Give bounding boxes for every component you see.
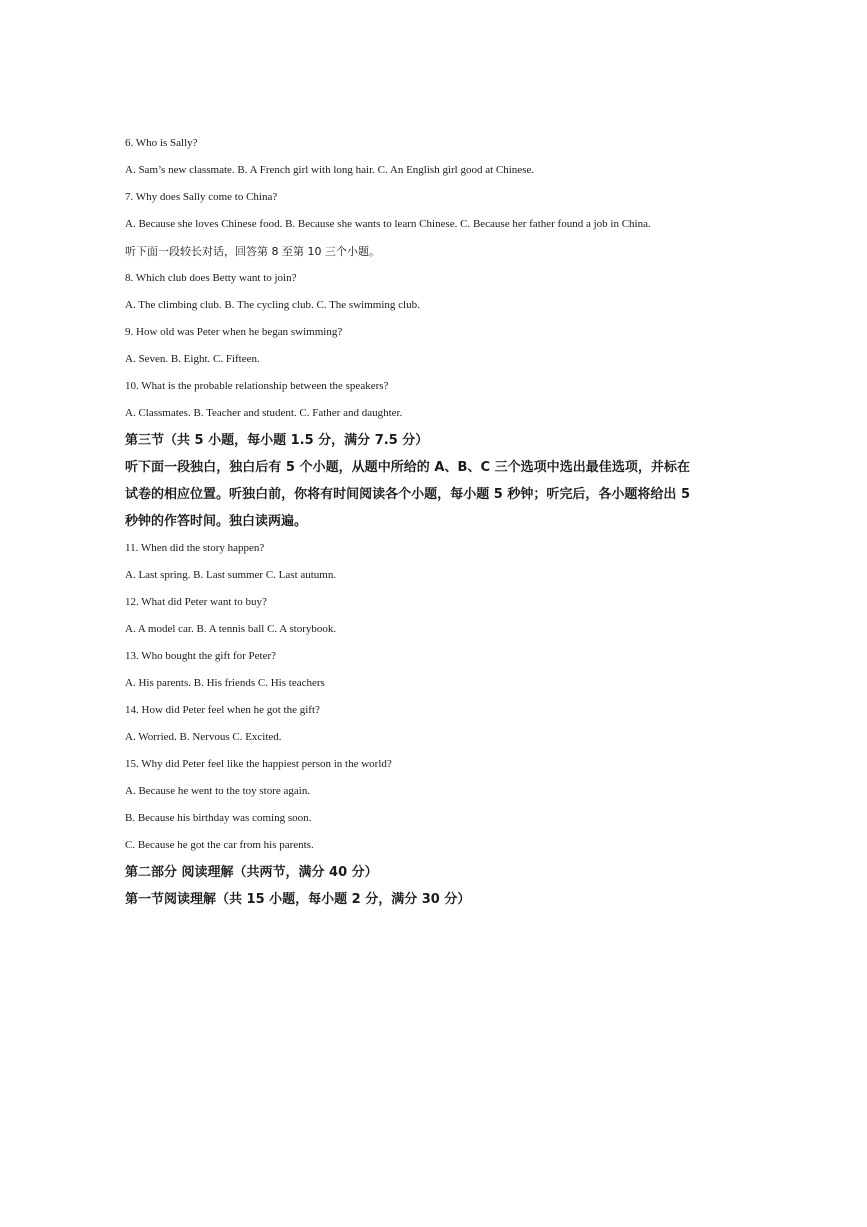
question-12: 12. What did Peter want to buy? [125, 596, 267, 608]
question-8-options: A. The climbing club. B. The cycling club. C. The swimming club. [125, 299, 420, 311]
question-10: 10. What is the probable relationship between the speakers? [125, 380, 389, 392]
question-11: 11. When did the story happen? [125, 542, 265, 554]
question-8: 8. Which club does Betty want to join? [125, 272, 297, 284]
question-14-options: A. Worried. B. Nervous C. Excited. [125, 731, 282, 743]
part-2-section-1-heading: 第一节阅读理解（共 15 小题，每小题 2 分，满分 30 分） [125, 892, 471, 907]
question-11-options: A. Last spring. B. Last summer C. Last autumn. [125, 569, 337, 581]
question-15: 15. Why did Peter feel like the happiest person in the world? [125, 758, 392, 770]
question-13: 13. Who bought the gift for Peter? [125, 650, 277, 662]
question-10-options: A. Classmates. B. Teacher and student. C. Father and daughter. [125, 407, 403, 419]
question-7: 7. Why does Sally come to China? [125, 191, 278, 203]
question-7-options: A. Because she loves Chinese food. B. Because she wants to learn Chinese. C. Because her father found a job in China. [125, 218, 651, 230]
question-9: 9. How old was Peter when he began swimming? [125, 326, 343, 338]
section-3-heading: 第三节（共 5 小题，每小题 1.5 分，满分 7.5 分） [125, 433, 429, 448]
long-dialogue-instruction: 听下面一段较长对话，回答第 8 至第 10 三个小题。 [125, 245, 380, 258]
exam-page [125, 130, 725, 913]
question-15-option-a: A. Because he went to the toy store again. [125, 785, 311, 797]
question-12-options: A. A model car. B. A tennis ball C. A storybook. [125, 623, 337, 635]
question-6-options: A. Sam’s new classmate. B. A French girl with long hair. C. An English girl good at Chinese. [125, 164, 535, 176]
question-15-option-b: B. Because his birthday was coming soon. [125, 812, 312, 824]
question-6: 6. Who is Sally? [125, 137, 198, 149]
question-9-options: A. Seven. B. Eight. C. Fifteen. [125, 353, 260, 365]
part-2-heading: 第二部分 阅读理解（共两节，满分 40 分） [125, 865, 378, 880]
section-3-instruction: 听下面一段独白，独白后有 5 个小题，从题中所给的 A、B、C 三个选项中选出最佳选项，并标在试卷的相应位置。听独白前，你将有时间阅读各个小题，每小题 5 秒钟；听完后，各小题将给出 5 秒钟的作答时间。独白读两遍。 [125, 460, 690, 529]
question-15-option-c: C. Because he got the car from his parents. [125, 839, 314, 851]
question-13-options: A. His parents. B. His friends C. His teachers [125, 677, 325, 689]
question-14: 14. How did Peter feel when he got the gift? [125, 704, 320, 716]
